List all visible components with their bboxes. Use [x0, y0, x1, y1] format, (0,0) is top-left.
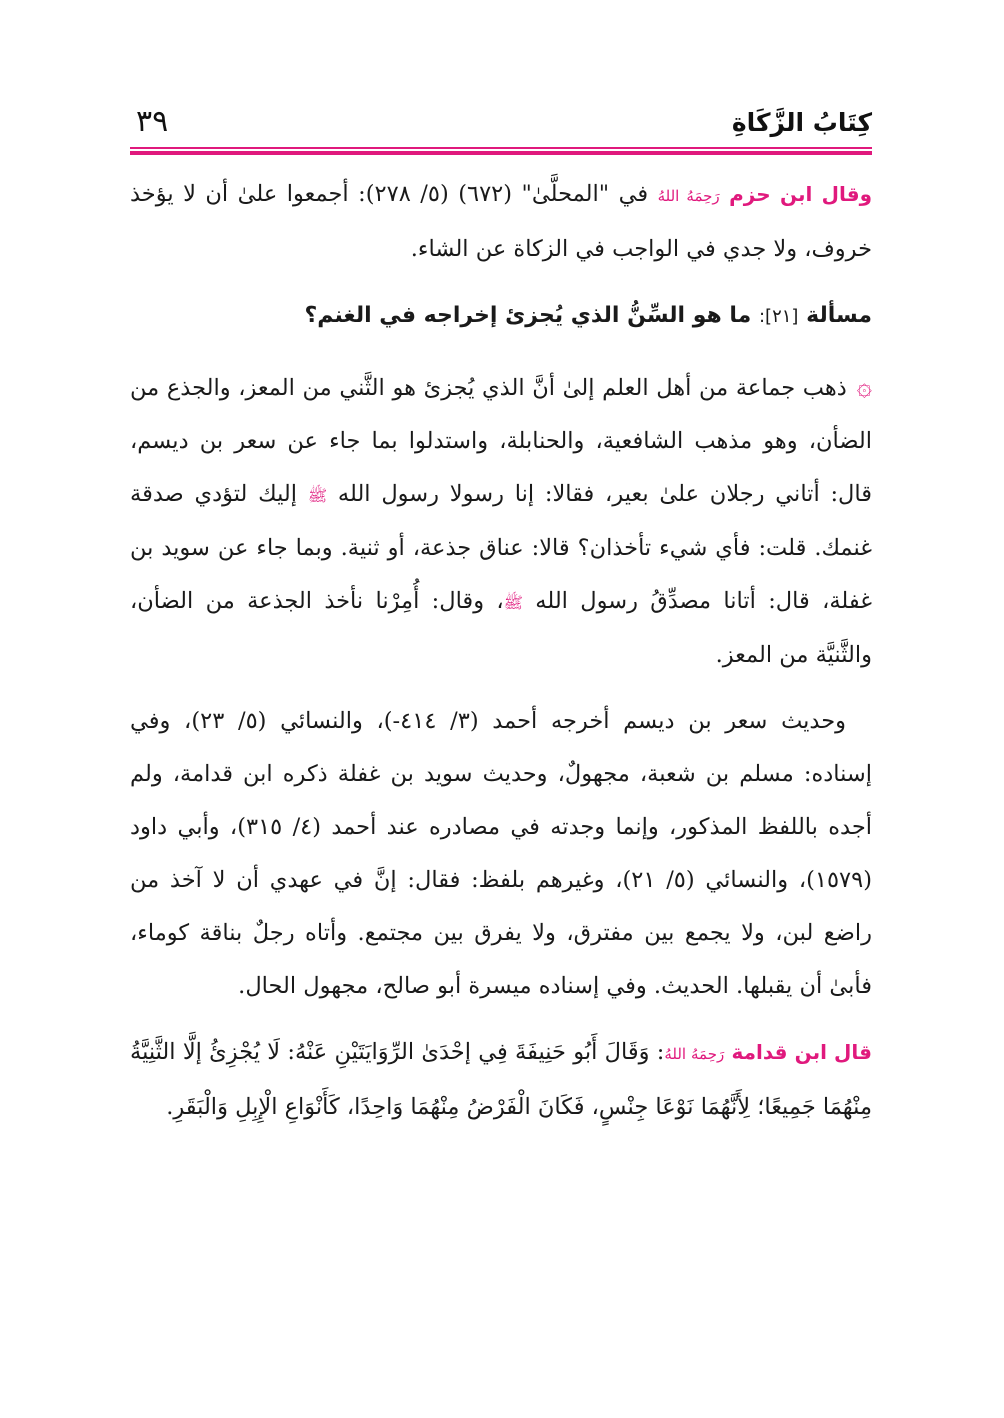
ibn-hazm-quote [130, 168, 872, 276]
header-rule-thick [130, 151, 872, 155]
page-number: ٣٩ [136, 104, 169, 139]
answer-text-1: ذهب جماعة من أهل العلم إلىٰ أنَّ الذي يُجزئ هو الثَّني من المعز، والجذع من الضأن، وهو مذهب الشافعية، والحنابلة، واستدلوا بما جاء عن سعر بن ديسم، قال: أتاني رجلان علىٰ بعير، فقالا: إنا رسولا رسول الله [130, 375, 873, 507]
question-text: ما هو السِّنُّ الذي يُجزئ إخراجه في الغنم؟ [304, 303, 752, 328]
answer-text-3: ، وقال: أُمِرْنا نأخذ الجذعة من الضأن، والثَّنيَّة من المعز. [130, 588, 872, 668]
question-number: [٢١]: [758, 306, 799, 327]
quote-text: في "المحلَّىٰ" (٦٧٢) (٥/ ٢٧٨): أجمعوا علىٰ أن لا يؤخذ خروف، ولا جدي في الواجب في الزكاة عن الشاء. [130, 181, 872, 262]
honorific-mark: رَحِمَهُ اللهُ [657, 187, 720, 205]
quote-speaker: وقال ابن حزم [729, 182, 872, 206]
answer-paragraph [130, 361, 872, 682]
question-prefix: مسألة [806, 303, 872, 328]
ibn-qudama-quote [130, 1026, 872, 1134]
answer-text-2: إليك لتؤدي صدقة غنمك. قلت: فأي شيء تأخذان؟ قالا: عناق جذعة، أو ثنية. وبما جاء عن سويد بن غفلة، قال: أتانا مصدِّقُ رسول الله [130, 481, 873, 614]
salawat-mark: ﷺ [503, 593, 523, 612]
takhrij-paragraph [130, 695, 872, 1013]
page-header [130, 100, 872, 146]
ibn-qudama-speaker: قال ابن قدامة [731, 1040, 873, 1064]
honorific-mark: رَحِمَهُ اللهُ [664, 1045, 725, 1063]
ibn-qudama-text: : وَقَالَ أَبُو حَنِيفَةَ فِي إحْدَىٰ الرِّوَايَتَيْنِ عَنْهُ: لَا يُجْزِئُ إلَّا الثَّنِيَّةُ مِنْهُمَا جَمِيعًا؛ لِأَنَّهُمَا نَوْعَا جِنْسٍ، فَكَانَ الْفَرْضُ مِنْهُمَا وَاحِدًا، كَأَنْوَاعِ الْإِبِلِ وَالْبَقَرِ. [130, 1039, 872, 1120]
salawat-mark: ﷺ [307, 486, 328, 505]
chapter-title: كِتَابُ الزَّكَاةِ [731, 108, 872, 137]
takhrij-text: وحديث سعر بن ديسم أخرجه أحمد (٣/ ٤١٤-)، والنسائي (٥/ ٢٣)، وفي إسناده: مسلم بن شعبة، مجهولٌ، وحديث سويد بن غفلة ذكره ابن قدامة، ولم أجده باللفظ المذكور، وإنما وجدته في مصادره عند أحمد (٤/ ٣١٥)، وأبي داود (١٥٧٩)، والنسائي (٥/ ٢١)، وغيرهم بلفظ: فقال: إنَّ في عهدي أن لا آخذ من راضع لبن، ولا يجمع بين مفترق، ولا يفرق بين مجتمع. وأتاه رجلٌ بناقة كوماء، فأبىٰ أن يقبلها. الحديث. وفي إسناده ميسرة أبو صالح، مجهول الحال. [130, 708, 873, 999]
header-rule-thin [130, 147, 872, 149]
flower-ornament-icon: ۞ [856, 372, 872, 402]
page-body [130, 168, 872, 1134]
question-heading [130, 289, 872, 343]
